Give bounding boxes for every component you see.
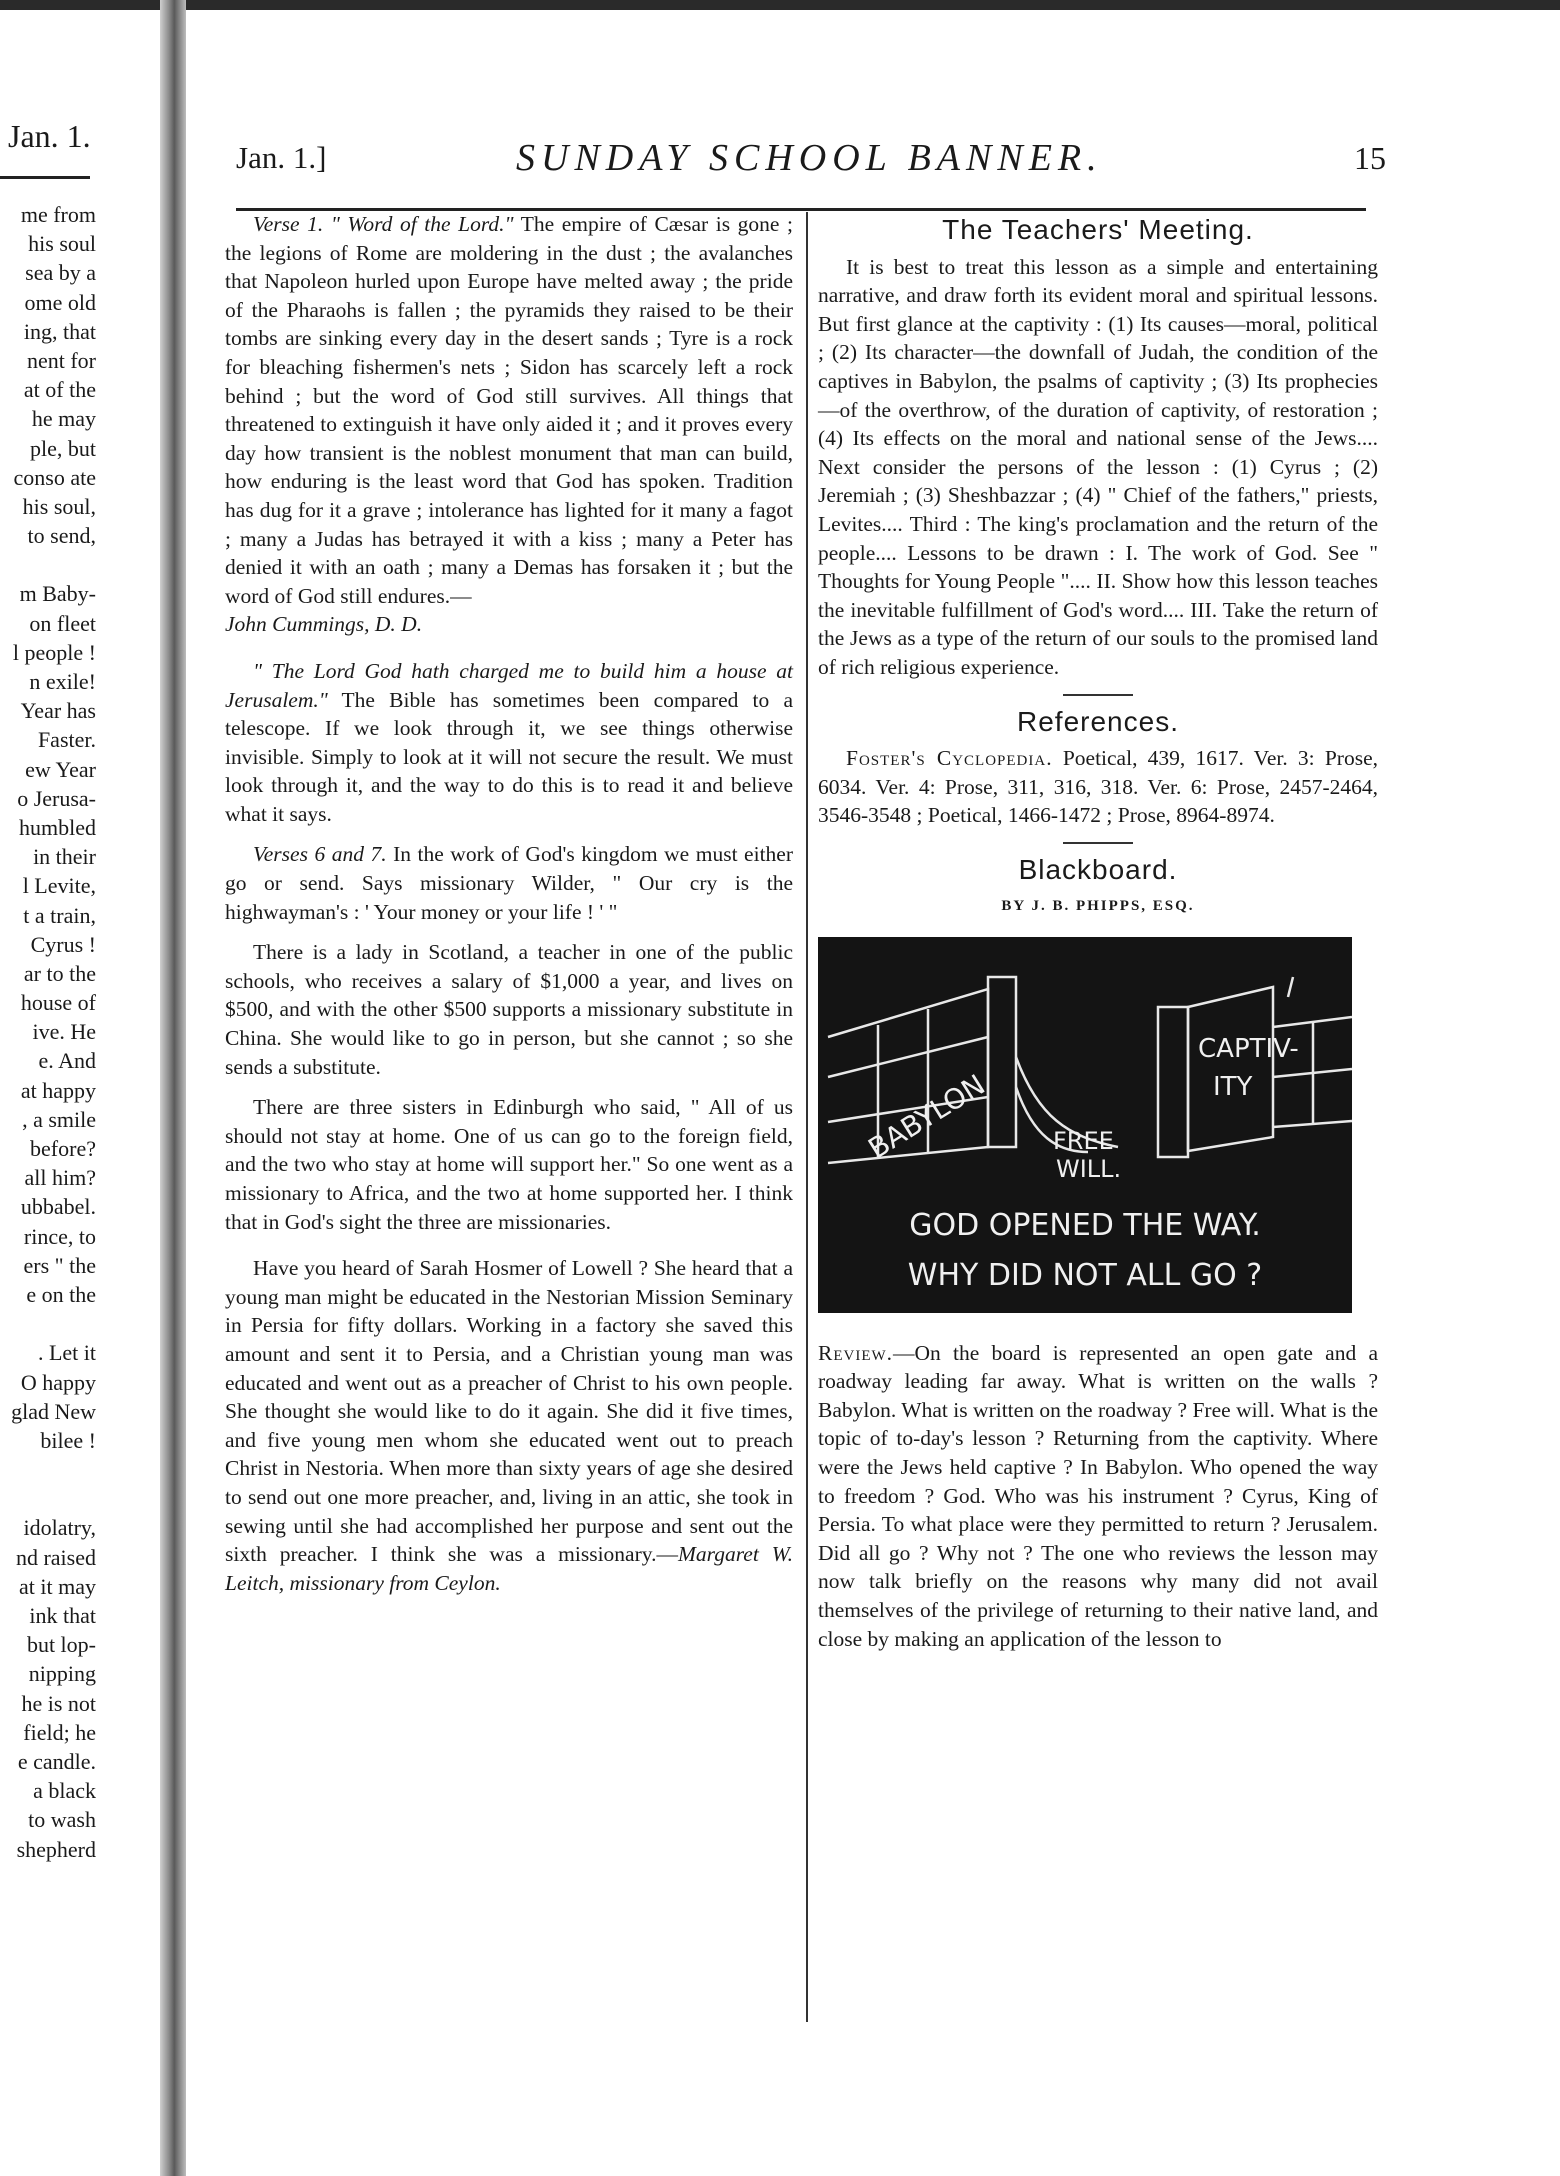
left-fragment-line: ar to the [23,960,96,986]
running-header [236,137,1386,190]
wall-text-babylon: BABYLON [862,1068,991,1166]
left-fragment-line: , a smile [22,1106,96,1132]
verse-1-body: The empire of Cæsar is gone ; the legions of Rome are moldering in the dust ; the avalanches that Napoleon hurled upon Europe have melted away ; the pride of the Pharaohs is fallen ; the pyramids they raised to be their tombs are sinking every day in the desert sands ; Tyre is a rock for bleaching fishermen's nets ; Sidon has scarcely left a rock behind ; but the word of God still survives. All things that threatened to extinguish it have only aided it ; and it proves every day how transient is the noblest monument that man can build, how enduring is the least word that God has spoken. Tradition has dug for it a grave ; intolerance has lighted for it many a fagot ; many a Judas has betrayed it with a kiss ; many a Peter has denied it with an oath ; many a Demas has forsaken it ; but the word of God still endures.— [225,212,793,608]
references-heading: References. [1017,705,1179,737]
left-fragment-line [0,1309,96,1338]
wall-text-captivity-2: ITY [1213,1072,1253,1103]
left-fragment-line: at of the [23,377,96,403]
left-fragment-line: l people ! [12,639,96,665]
paragraph-edinburgh: There are three sisters in Edinburgh who said, " All of us should not stay at home. One of us can go to the foreign field, and the two who stay at home will support her." So one went as a missionary to Africa, and the two at home supported her. I think that in God's sight the three are missionaries. [225,1095,793,1234]
left-fragment-line: glad New [11,1398,96,1424]
left-fragment-line: at happy [20,1077,96,1103]
left-fragment-line [0,1455,96,1484]
section-rule [1063,842,1133,844]
left-fragment-line: house of [20,990,96,1016]
hosmer-body: Have you heard of Sarah Hosmer of Lowell ? She heard that a young man might be educated in the Nestorian Mission Seminary in Persia for fifty dollars. Working in a factory she saved this amount and sent it to Persia, and a Christian young man was educated and went out as a preacher of Christ to his own people. She thought she would like to do it again. She did it five times, and five young men whom she educated went out to preach Christ in Nestoria. When more than sixty years of age she desired to send out one more preacher, and, living in an attic, she took in sewing until she had accomplished her purpose and sent out the sixth preacher. I think she was a missionary.— [225,1256,793,1567]
blackboard-byline: BY J. B. PHIPPS, ESQ. [1001,898,1195,915]
scan-top-edge [0,0,1560,10]
review-body: —On the board is represented an open gate and a roadway leading far away. What is written on the walls ? Babylon. What is written on the roadway ? Free will. What is the topic of to-day's lesson ? Returning from the captivity. Where were the Jews held captive ? In Babylon. Who opened the way to freedom ? God. Who was his instrument ? Cyrus, King of Persia. To what place were they permitted to return ? Jerusalem. Did all go ? Why not ? The one who reviews the lesson may now talk briefly on the reasons why many did not avail themselves of the privilege of returning to their native land, and close by making an application of the lesson to [818,1340,1378,1651]
column-separator [806,212,808,2022]
left-fragment-line: idolatry, [23,1515,96,1541]
wall-text-captivity-1: CAPTIV- [1198,1034,1299,1065]
verses-6-7-body: In the work of God's kingdom we must either go or send. Says missionary Wilder, " Our cry is the highwayman's : ' Your money or your life ! ' " [225,842,793,924]
left-fragment-line: on fleet [29,610,96,636]
left-fragment-line: conso ate [13,464,96,490]
road-text-free: FREE [1053,1127,1114,1156]
left-fragment-line: a black [33,1778,96,1804]
left-fragment-line: ing, that [23,318,96,344]
left-fragment-line: l Levite, [22,873,96,899]
left-fragment-line: ple, but [30,435,96,461]
left-fragment-line: bilee ! [40,1427,96,1453]
left-fragment-line: . Let it [37,1340,96,1366]
left-fragment-line: ew Year [25,756,96,782]
left-fragment-line: t a train, [23,902,96,928]
paragraph-verses-6-7 [225,840,793,926]
left-fragment-line: e candle. [17,1748,96,1774]
left-fragment-line: to wash [28,1807,96,1833]
paragraph-verse-1 [225,210,793,639]
blackboard-heading: Blackboard. [1018,853,1178,885]
left-fragment-line: humbled [19,814,96,840]
verse-1-lead: Verse 1. " Word of the Lord." [253,212,514,236]
left-fragment-line [0,550,96,579]
left-fragment-line: ink that [29,1603,96,1628]
left-fragment-line [0,1484,96,1513]
left-fragment-line: at it may [19,1573,96,1599]
left-fragment-line: he may [31,406,96,432]
book-spine [160,0,186,2176]
teachers-meeting-heading: The Teachers' Meeting. [942,214,1254,245]
review-paragraph [818,1339,1378,1654]
verse-1-author: John Cummings, D. D. [225,612,423,637]
left-column [225,210,793,1609]
left-fragment-line: ive. He [32,1019,96,1045]
left-page-date: Jan. 1. [8,118,91,154]
left-fragment-line: but lop- [26,1632,96,1658]
review-lead: Review. [818,1340,894,1365]
left-fragment-line: all him? [24,1165,96,1191]
left-fragment-line: he is not [21,1690,96,1716]
left-fragment-line: shepherd [16,1836,96,1862]
left-fragment-line: rince, to [23,1223,96,1249]
left-page-fragment [0,200,96,1864]
left-fragment-line: nd raised [15,1544,96,1570]
left-fragment-line: before? [30,1136,96,1161]
left-fragment-line: o Jerusa- [17,785,96,811]
left-fragment-line: me from [20,202,96,227]
blackboard-illustration [818,937,1352,1313]
telescope-lead: " The Lord God hath charged me to build him a house at Jerusalem." [225,658,793,712]
left-fragment-line: his soul, [22,493,96,519]
left-fragment-line: nipping [28,1661,96,1687]
header-date: Jan. 1.] [236,140,327,175]
left-fragment-line: e on the [26,1281,96,1307]
left-fragment-line: n exile! [29,669,96,694]
left-fragment-line: in their [33,844,96,870]
references-lead: Foster's Cyclopedia. [846,746,1053,771]
left-fragment-line: ubbabel. [20,1194,96,1220]
telescope-body: The Bible has sometimes been compared to a telescope. If we look through it, we see things otherwise invisible. Simply to look at it will not secure the result. We must look through it, and the way to do this is to read it and believe what it says. [225,687,793,826]
hosmer-author: Margaret W. Leitch, missionary from Ceylon. [225,1542,794,1595]
left-page-rule [0,176,90,179]
board-line-2: WHY DID NOT ALL GO ? [907,1258,1263,1294]
left-fragment-line: sea by a [25,260,96,286]
verses-6-7-lead: Verses 6 and 7. [253,842,387,867]
left-fragment-line: Cyrus ! [30,931,96,957]
paragraph-telescope [225,657,793,829]
paragraph-scotland: There is a lady in Scotland, a teacher in one of the public schools, who receives a salary of $1,000 a year, and lives on $500, and with the other $500 supports a missionary substitute in China. She would like to go in person, but she cannot ; so she sends a substitute. [225,940,793,1079]
left-fragment-line: Year has [20,698,96,724]
road-text-will: WILL. [1056,1155,1122,1184]
left-fragment-line: ome old [24,289,96,315]
section-rule [1063,694,1133,696]
left-fragment-line: field; he [23,1719,96,1745]
left-fragment-line: ers " the [23,1252,96,1278]
left-fragment-line: to send, [27,523,96,549]
references-text: Poetical, 439, 1617. Ver. 3: Prose, 6034. Ver. 4: Prose, 311, 316, 318. Ver. 6: Prose, 2457-2464, 3546-3548 ; Poetical, 1466-1472 ; Prose, 8964-8974. [818,746,1378,828]
left-fragment-line: nent for [26,347,96,373]
left-fragment-line: Faster. [37,727,96,753]
right-column [818,210,1378,1665]
left-fragment-line: his soul [28,231,96,257]
paragraph-sarah-hosmer [225,1254,793,1597]
teachers-meeting-body: It is best to treat this lesson as a simple and entertaining narrative, and draw forth its evident moral and spiritual lessons. But first glance at the captivity : (1) Its causes—moral, political ; (2) Its character—the downfall of Judah, the condition of the captives in Babylon, the psalms of captivity ; (3) Its prophecies—of the overthrow, of the duration of captivity, of restoration ; (4) Its effects on the moral and national sense of the Jews.... Next consider the persons of the lesson : (1) Cyrus ; (2) Jeremiah ; (3) Sheshbazzar ; (4) " Chief of the fathers," priests, Levites.... Third : The king's proclamation and the return of the people.... Lessons to be drawn : I. The work of God. See " Thoughts for Young People ".... II. Show how this lesson teaches the inevitable fulfillment of God's word.... III. Take the return of the Jews as a type of the return of our souls to the promised land of rich religious experience. [818,254,1378,679]
page-number: 15 [1354,140,1386,176]
references-body [818,744,1378,830]
left-fragment-line: e. And [38,1048,96,1074]
board-line-1: GOD OPENED THE WAY. [909,1208,1261,1244]
header-title: SUNDAY SCHOOL BANNER. [516,137,1103,179]
left-fragment-line: m Baby- [19,581,96,607]
left-fragment-line: O happy [20,1369,96,1395]
